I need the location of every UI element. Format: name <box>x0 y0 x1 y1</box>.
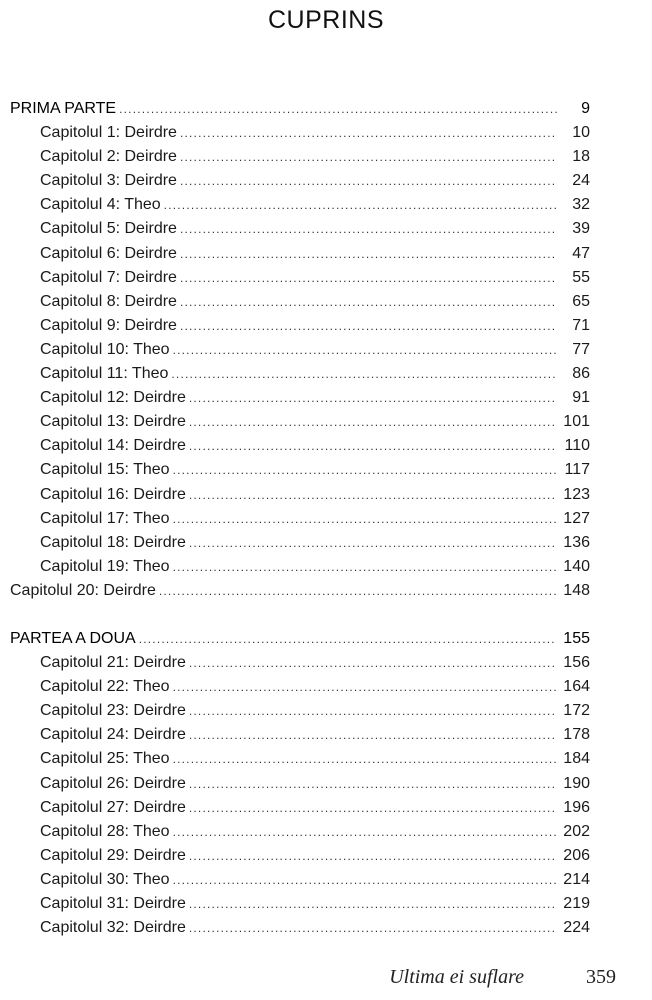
toc-entry-page-number: 219 <box>563 895 590 912</box>
toc-entry-page-number: 110 <box>564 437 590 455</box>
toc-entry-label: Capitolul 25: Theo <box>40 750 170 768</box>
toc-entry-page-number: 172 <box>563 702 590 720</box>
toc-entry-label: Capitolul 15: Theo <box>40 461 170 479</box>
toc-entry-label: Capitolul 18: Deirdre <box>40 533 186 551</box>
toc-entry-label: Capitolul 16: Deirdre <box>40 485 186 503</box>
table-of-contents <box>10 97 590 940</box>
dot-leader <box>189 916 557 940</box>
toc-entry-label: Capitolul 26: Deirdre <box>40 774 186 792</box>
toc-entry-page-number: 71 <box>572 316 590 334</box>
toc-entry-page-number: 156 <box>563 654 590 672</box>
toc-entry-page-number: 196 <box>563 798 590 816</box>
toc-chapter-row <box>10 145 590 169</box>
toc-entry-page-number: 123 <box>563 485 590 503</box>
toc-chapter-row <box>10 844 590 868</box>
toc-chapter-row <box>10 892 590 916</box>
toc-entry-page-number: 155 <box>563 629 590 647</box>
dot-leader <box>173 868 557 892</box>
toc-entry-label: Capitolul 11: Theo <box>40 365 169 383</box>
dot-leader <box>189 651 557 675</box>
dot-leader <box>189 410 557 434</box>
toc-chapter-row <box>10 507 590 531</box>
dot-leader <box>173 820 557 844</box>
dot-leader <box>189 772 557 796</box>
dot-leader <box>173 458 557 482</box>
toc-entry-label: Capitolul 30: Theo <box>40 870 170 888</box>
toc-entry-label: Capitolul 32: Deirdre <box>40 919 186 937</box>
section-spacer <box>10 603 590 627</box>
dot-leader <box>180 121 557 145</box>
toc-entry-page-number: 178 <box>563 726 590 744</box>
toc-chapter-row <box>10 820 590 844</box>
dot-leader <box>119 97 557 121</box>
toc-entry-page-number: 24 <box>572 172 590 190</box>
toc-chapter-row <box>10 675 590 699</box>
toc-chapter-row <box>10 290 590 314</box>
toc-entry-label: Capitolul 23: Deirdre <box>40 702 186 720</box>
toc-entry-page-number: 86 <box>572 365 590 383</box>
toc-chapter-row <box>10 242 590 266</box>
toc-entry-page-number: 55 <box>572 268 590 286</box>
toc-entry-label: Capitolul 21: Deirdre <box>40 654 186 672</box>
toc-chapter-row <box>10 362 590 386</box>
toc-entry-page-number: 136 <box>563 533 590 551</box>
toc-chapter-row <box>10 579 590 603</box>
dot-leader <box>189 892 557 916</box>
dot-leader <box>180 145 557 169</box>
toc-entry-label: Capitolul 6: Deirdre <box>40 244 177 262</box>
toc-entry-page-number: 77 <box>572 340 590 358</box>
dot-leader <box>189 796 557 820</box>
toc-entry-page-number: 202 <box>563 822 590 840</box>
toc-chapter-row <box>10 747 590 771</box>
dot-leader <box>180 314 557 338</box>
toc-chapter-row <box>10 458 590 482</box>
toc-entry-page-number: 140 <box>563 557 590 575</box>
toc-entry-page-number: 39 <box>572 220 590 238</box>
toc-part-heading <box>10 627 590 651</box>
toc-entry-label: Capitolul 9: Deirdre <box>40 316 177 334</box>
dot-leader <box>189 434 557 458</box>
toc-entry-label: Capitolul 24: Deirdre <box>40 726 186 744</box>
toc-chapter-row <box>10 314 590 338</box>
dot-leader <box>180 290 557 314</box>
dot-leader <box>173 675 557 699</box>
dot-leader <box>164 193 557 217</box>
toc-chapter-row <box>10 386 590 410</box>
toc-chapter-row <box>10 410 590 434</box>
dot-leader <box>139 627 557 651</box>
toc-entry-page-number: 184 <box>563 750 590 768</box>
toc-entry-page-number: 65 <box>572 292 590 310</box>
toc-chapter-row <box>10 772 590 796</box>
toc-chapter-row <box>10 868 590 892</box>
footer-book-title: Ultima ei suflare <box>389 966 524 988</box>
toc-entry-label: Capitolul 3: Deirdre <box>40 172 177 190</box>
dot-leader <box>180 266 557 290</box>
toc-entry-label: Capitolul 2: Deirdre <box>40 148 177 166</box>
toc-chapter-row <box>10 193 590 217</box>
dot-leader <box>189 483 557 507</box>
toc-entry-label: Capitolul 5: Deirdre <box>40 220 177 238</box>
toc-entry-page-number: 190 <box>563 774 590 792</box>
toc-chapter-row <box>10 266 590 290</box>
toc-entry-label: PARTEA A DOUA <box>10 629 136 647</box>
toc-entry-label: Capitolul 7: Deirdre <box>40 268 177 286</box>
dot-leader <box>189 386 557 410</box>
dot-leader <box>189 531 557 555</box>
dot-leader <box>189 699 557 723</box>
toc-entry-page-number: 47 <box>572 244 590 262</box>
toc-entry-label: Capitolul 10: Theo <box>40 340 170 358</box>
toc-entry-label: Capitolul 31: Deirdre <box>40 895 186 912</box>
dot-leader <box>189 844 557 868</box>
toc-chapter-row <box>10 555 590 579</box>
toc-entry-page-number: 164 <box>563 678 590 696</box>
page-title: CUPRINS <box>267 6 384 34</box>
toc-entry-page-number: 148 <box>563 581 590 599</box>
toc-entry-label: Capitolul 19: Theo <box>40 557 170 575</box>
toc-chapter-row <box>10 796 590 820</box>
toc-entry-page-number: 101 <box>563 413 590 431</box>
toc-entry-page-number: 224 <box>563 919 590 937</box>
dot-leader <box>171 362 557 386</box>
toc-chapter-row <box>10 217 590 241</box>
toc-chapter-row <box>10 651 590 675</box>
toc-entry-label: Capitolul 8: Deirdre <box>40 292 177 310</box>
toc-entry-label: Capitolul 20: Deirdre <box>10 581 156 599</box>
toc-chapter-row <box>10 699 590 723</box>
dot-leader <box>173 555 557 579</box>
toc-chapter-row <box>10 531 590 555</box>
dot-leader <box>180 217 557 241</box>
toc-entry-page-number: 206 <box>563 846 590 864</box>
toc-entry-page-number: 10 <box>572 124 590 142</box>
toc-chapter-row <box>10 338 590 362</box>
toc-entry-page-number: 18 <box>572 148 590 166</box>
toc-entry-label: Capitolul 14: Deirdre <box>40 437 186 455</box>
toc-part-heading <box>10 97 590 121</box>
toc-chapter-row <box>10 483 590 507</box>
dot-leader <box>180 242 557 266</box>
toc-entry-label: Capitolul 12: Deirdre <box>40 389 186 407</box>
toc-chapter-row <box>10 916 590 940</box>
toc-entry-label: Capitolul 28: Theo <box>40 822 170 840</box>
dot-leader <box>159 579 557 603</box>
toc-chapter-row <box>10 723 590 747</box>
toc-entry-label: Capitolul 29: Deirdre <box>40 846 186 864</box>
toc-chapter-row <box>10 121 590 145</box>
toc-entry-label: Capitolul 1: Deirdre <box>40 124 177 142</box>
toc-entry-page-number: 127 <box>563 509 590 527</box>
toc-entry-page-number: 32 <box>572 196 590 214</box>
toc-entry-label: Capitolul 4: Theo <box>40 196 161 214</box>
dot-leader <box>173 507 557 531</box>
toc-chapter-row <box>10 434 590 458</box>
toc-entry-page-number: 91 <box>572 389 590 407</box>
dot-leader <box>173 747 557 771</box>
footer-page-number: 359 <box>586 966 616 988</box>
dot-leader <box>180 169 557 193</box>
toc-entry-label: PRIMA PARTE <box>10 100 117 117</box>
toc-entry-label: Capitolul 17: Theo <box>40 509 170 527</box>
toc-entry-label: Capitolul 13: Deirdre <box>40 413 186 431</box>
toc-entry-page-number: 9 <box>581 100 590 117</box>
dot-leader <box>173 338 557 362</box>
page-footer <box>0 966 652 996</box>
toc-chapter-row <box>10 169 590 193</box>
toc-entry-page-number: 117 <box>564 461 590 479</box>
toc-entry-label: Capitolul 22: Theo <box>40 678 170 696</box>
toc-entry-page-number: 214 <box>563 870 590 888</box>
dot-leader <box>189 723 557 747</box>
toc-entry-label: Capitolul 27: Deirdre <box>40 798 186 816</box>
